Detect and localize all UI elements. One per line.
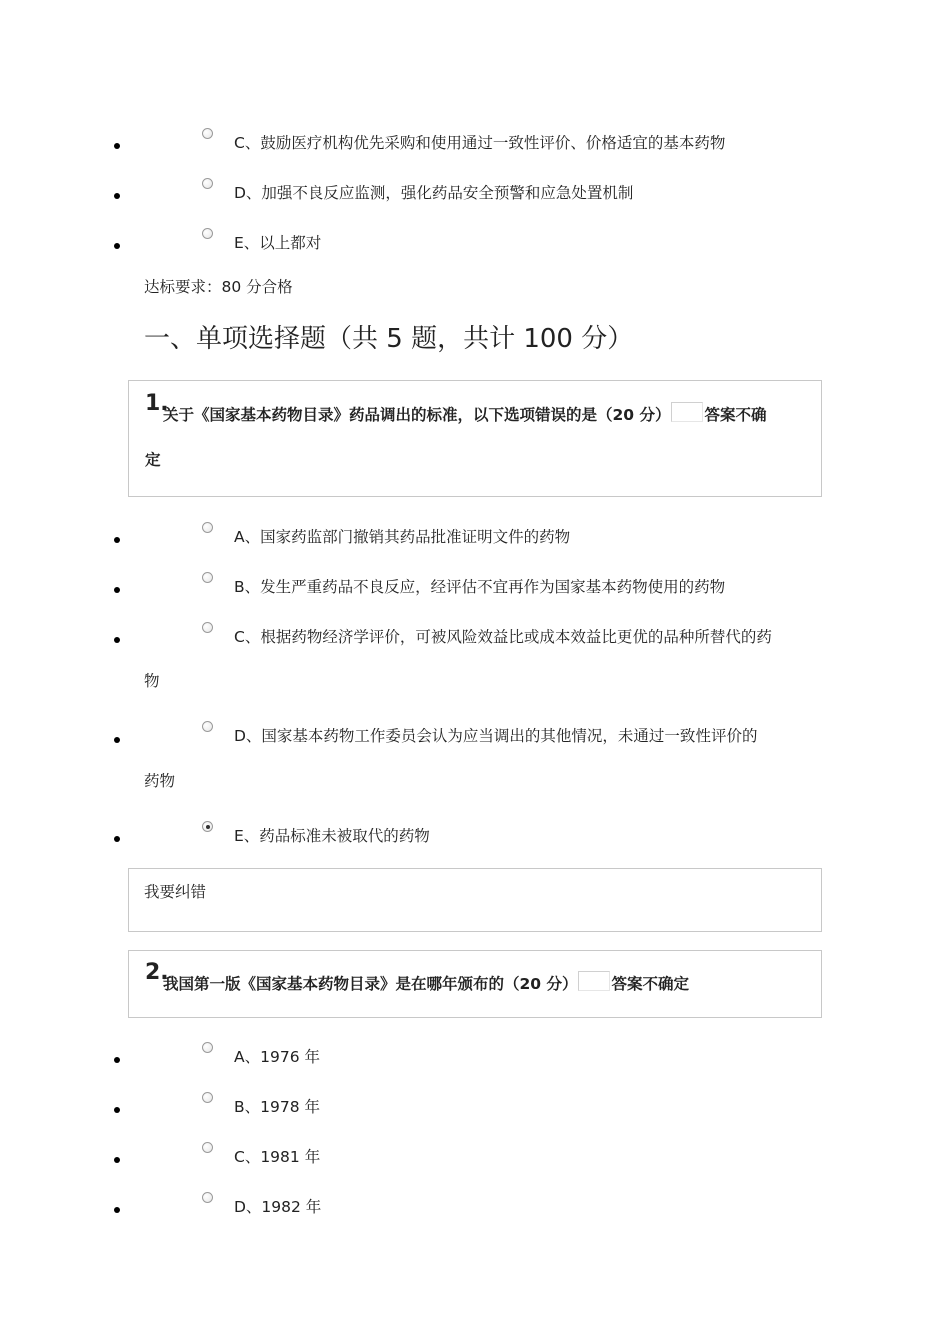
option-label: B、1978 年 (234, 1098, 321, 1116)
bullet (114, 637, 120, 643)
option-label: C、鼓励医疗机构优先采购和使用通过一致性评价、价格适宜的基本药物 (234, 134, 726, 152)
answer-status: 答案不确定 (611, 975, 689, 993)
answer-checkbox[interactable] (578, 971, 610, 991)
question-number: 1. (145, 391, 169, 416)
bullet (114, 243, 120, 249)
question-1-box (128, 380, 822, 497)
option-label: C、根据药物经济学评价，可被风险效益比或成本效益比更优的品种所替代的药 (234, 628, 772, 646)
radio-option-b[interactable] (202, 572, 213, 583)
question-2-box (128, 950, 822, 1018)
question-number: 2. (145, 960, 169, 985)
section-title: 一、单项选择题（共 5 题，共计 100 分） (144, 324, 634, 354)
option-label: D、国家基本药物工作委员会认为应当调出的其他情况，未通过一致性评价的 (234, 727, 758, 745)
bullet (114, 1207, 120, 1213)
radio-option-a[interactable] (202, 522, 213, 533)
bullet (114, 587, 120, 593)
question-text (163, 402, 766, 425)
question-text (163, 971, 689, 994)
bullet (114, 193, 120, 199)
pass-requirement: 达标要求：80 分合格 (144, 278, 293, 296)
radio-option-a[interactable] (202, 1042, 213, 1053)
report-error-box[interactable] (128, 868, 822, 932)
question-stem: 我国第一版《国家基本药物目录》是在哪年颁布的（20 分） (163, 975, 578, 993)
radio-option-d[interactable] (202, 1192, 213, 1203)
bullet (114, 537, 120, 543)
radio-option-e-selected[interactable] (202, 821, 213, 832)
option-label: C、1981 年 (234, 1148, 321, 1166)
option-label: A、国家药监部门撤销其药品批准证明文件的药物 (234, 528, 571, 546)
option-label: E、以上都对 (234, 234, 322, 252)
answer-status: 答案不确 (704, 406, 767, 424)
radio-option-b[interactable] (202, 1092, 213, 1103)
radio-option-c-prev[interactable] (202, 128, 213, 139)
radio-option-c[interactable] (202, 622, 213, 633)
radio-option-c[interactable] (202, 1142, 213, 1153)
report-error-link[interactable]: 我要纠错 (144, 883, 207, 901)
answer-status-cont: 定 (145, 451, 161, 469)
question-stem: 关于《国家基本药物目录》药品调出的标准，以下选项错误的是（20 分） (163, 406, 671, 424)
answer-checkbox[interactable] (671, 402, 703, 422)
option-label: E、药品标准未被取代的药物 (234, 827, 430, 845)
bullet (114, 1157, 120, 1163)
option-label-cont: 物 (144, 672, 160, 690)
option-label: B、发生严重药品不良反应，经评估不宜再作为国家基本药物使用的药物 (234, 578, 726, 596)
bullet (114, 1057, 120, 1063)
radio-option-d[interactable] (202, 721, 213, 732)
option-label: A、1976 年 (234, 1048, 320, 1066)
option-label-cont: 药物 (144, 772, 176, 790)
bullet (114, 143, 120, 149)
radio-option-d-prev[interactable] (202, 178, 213, 189)
bullet (114, 1107, 120, 1113)
option-label: D、1982 年 (234, 1198, 322, 1216)
bullet (114, 836, 120, 842)
option-label: D、加强不良反应监测，强化药品安全预警和应急处置机制 (234, 184, 634, 202)
radio-option-e-prev[interactable] (202, 228, 213, 239)
bullet (114, 737, 120, 743)
